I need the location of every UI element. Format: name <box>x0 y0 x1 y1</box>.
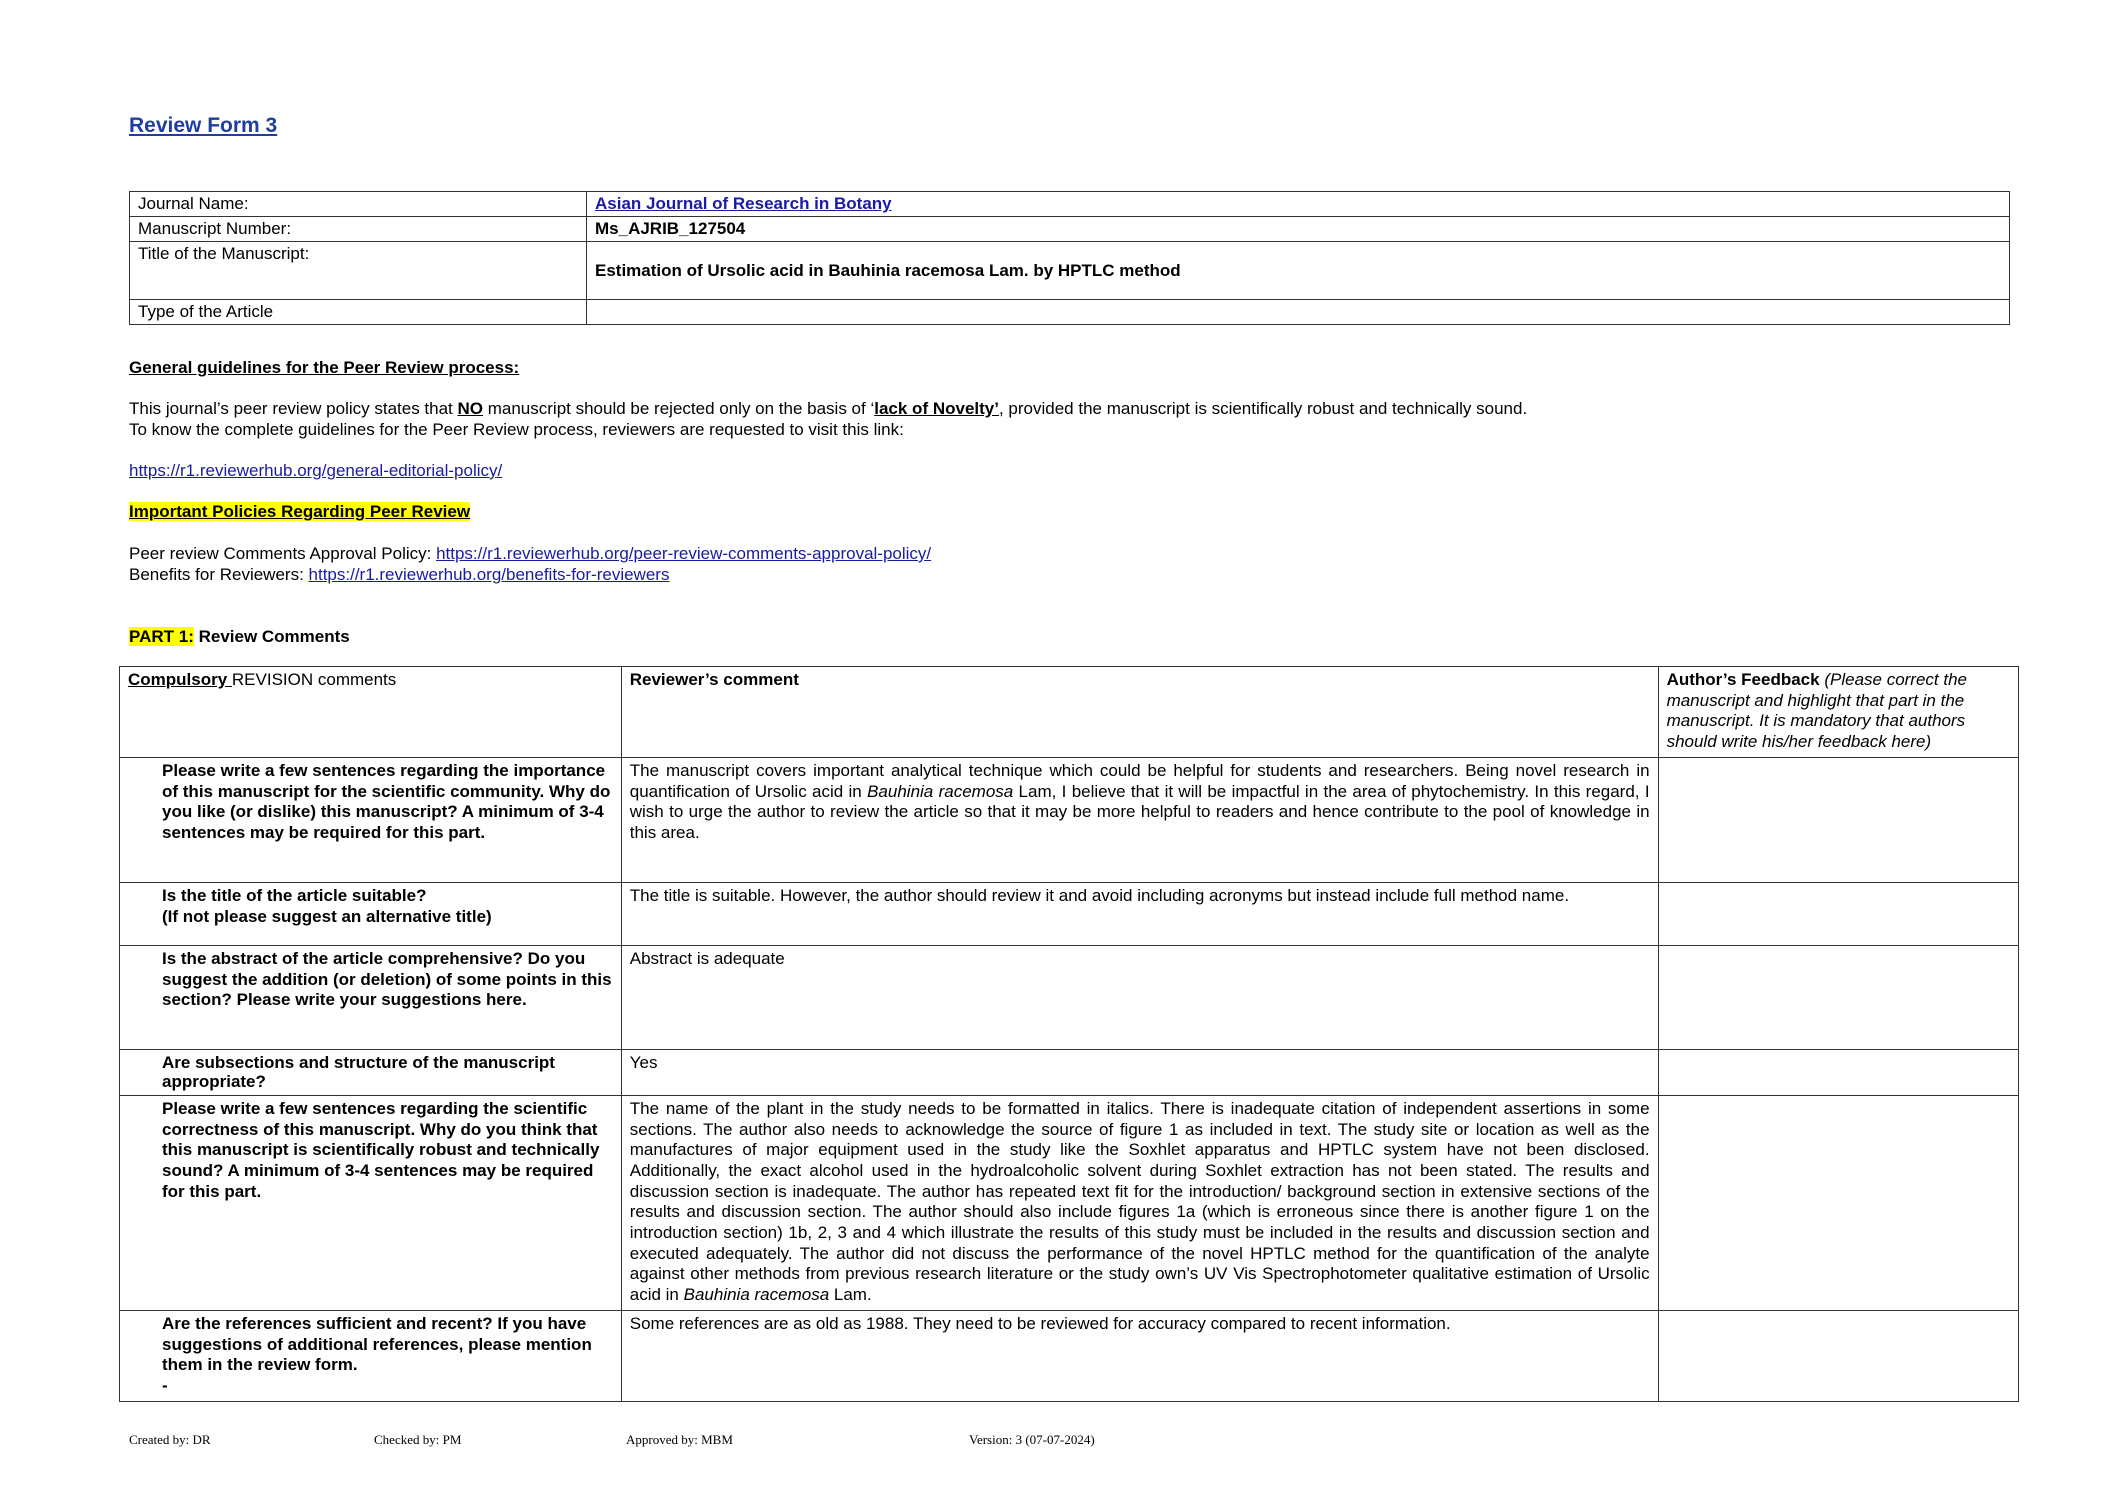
author-feedback-cell[interactable] <box>1658 1049 2018 1095</box>
guidelines-heading: General guidelines for the Peer Review process: <box>129 358 520 377</box>
author-feedback-header <box>1658 667 2018 758</box>
novelty-emphasis: lack of Novelty’ <box>874 399 999 418</box>
review-row <box>120 882 2019 945</box>
comment-species-italic: Bauhinia racemosa <box>867 781 1014 801</box>
journal-row <box>130 192 2010 217</box>
approval-policy-label: Peer review Comments Approval Policy: <box>129 544 437 563</box>
reviewer-comment-header: Reviewer’s comment <box>621 667 1658 758</box>
benefits-link[interactable]: https://r1.reviewerhub.org/benefits-for-reviewers <box>308 565 670 584</box>
no-emphasis: NO <box>457 399 484 418</box>
guidelines-line-1-start: This journal’s peer review policy states that <box>129 399 458 418</box>
manuscript-info-table <box>129 191 2010 325</box>
review-question: Is the abstract of the article comprehensive? Do you suggest the addition (or deletion) of some points in this section? Please write your suggestions here. <box>120 945 622 1049</box>
review-comment: The title is suitable. However, the author should review it and avoid including acronyms but instead include full method name. <box>621 882 1658 945</box>
review-comment: Some references are as old as 1988. They need to be reviewed for accuracy compared to recent information. <box>621 1310 1658 1401</box>
review-comment <box>621 1095 1658 1310</box>
guidelines-line-1-middle: manuscript should be rejected only on the basis of ‘ <box>483 399 875 418</box>
journal-label: Journal Name: <box>130 192 587 217</box>
review-row <box>120 1049 2019 1095</box>
author-feedback-cell[interactable] <box>1658 945 2018 1049</box>
manuscript-number-row <box>130 217 2010 242</box>
review-question: Please write a few sentences regarding the importance of this manuscript for the scientific community. Why do you like (or dislike) this manuscript? A minimum of 3-4 sentences may be required for this part. <box>120 757 622 882</box>
comment-species-italic: Bauhinia racemosa <box>683 1285 830 1305</box>
guidelines-line-1-end: , provided the manuscript is scientifically robust and technically sound. <box>998 399 1528 418</box>
policies-heading: Important Policies Regarding Peer Review <box>129 502 471 521</box>
comment-text-end: Lam. <box>829 1285 872 1305</box>
author-feedback-cell[interactable] <box>1658 1310 2018 1401</box>
guidelines-line-1 <box>129 398 1527 419</box>
form-title: Review Form 3 <box>129 114 278 137</box>
journal-link[interactable]: Asian Journal of Research in Botany <box>595 194 892 213</box>
editorial-policy-link[interactable]: https://r1.reviewerhub.org/general-editorial-policy/ <box>129 461 503 480</box>
review-header-row <box>120 667 2019 758</box>
review-question: Are subsections and structure of the manuscript appropriate? <box>120 1049 622 1095</box>
footer-approved: Approved by: MBM <box>626 1432 733 1447</box>
part1-title: Review Comments <box>193 627 350 646</box>
part1-heading <box>129 626 350 647</box>
review-row <box>120 1095 2019 1310</box>
review-row <box>120 757 2019 882</box>
comment-text-end: Lam, I believe that it will be impactful in the area of phytochemistry. In this regard, I wish to urge the author to review the article so that it may be more helpful to readers and hence contribute to the pool of knowledge in this area. <box>629 781 1650 842</box>
review-question: Please write a few sentences regarding the scientific correctness of this manuscript. Why do you think that this manuscript is scientifically robust and technically sound? A minimum of 3-4 sentences may be required for this part. <box>120 1095 622 1310</box>
approval-policy-link[interactable]: https://r1.reviewerhub.org/peer-review-comments-approval-policy/ <box>436 544 932 563</box>
article-type-row <box>130 300 2010 325</box>
footer-checked: Checked by: PM <box>374 1432 462 1447</box>
footer-created: Created by: DR <box>129 1432 211 1447</box>
review-comments-table <box>119 666 2019 1402</box>
author-feedback-label: Author’s Feedback <box>1666 670 1820 689</box>
benefits-label: Benefits for Reviewers: <box>129 565 309 584</box>
guidelines-text <box>129 398 1527 440</box>
author-feedback-cell[interactable] <box>1658 757 2018 882</box>
author-feedback-cell[interactable] <box>1658 882 2018 945</box>
review-comment <box>621 757 1658 882</box>
manuscript-title-label: Title of the Manuscript: <box>130 242 587 300</box>
revision-label: REVISION comments <box>231 670 397 689</box>
footer-version: Version: 3 (07-07-2024) <box>969 1432 1095 1447</box>
compulsory-header <box>120 667 622 758</box>
review-question: Are the references sufficient and recent? If you have suggestions of additional references, please mention them in the review form. - <box>120 1310 622 1401</box>
comment-text: The manuscript covers important analytical technique which could be helpful for students and researchers. Being novel research in quantification of Ursolic acid in <box>629 760 1650 801</box>
review-comment: Abstract is adequate <box>621 945 1658 1049</box>
author-feedback-instructions: (Please correct the manuscript and highlight that part in the manuscript. It is mandatory that authors should write his/her feedback here) <box>1666 670 1968 752</box>
review-row <box>120 1310 2019 1401</box>
manuscript-number-value: Ms_AJRIB_127504 <box>587 217 2010 242</box>
review-comment: Yes <box>621 1049 1658 1095</box>
manuscript-title-row <box>130 242 2010 300</box>
manuscript-title-value: Estimation of Ursolic acid in Bauhinia racemosa Lam. by HPTLC method <box>587 242 2010 300</box>
article-type-label: Type of the Article <box>130 300 587 325</box>
manuscript-number-label: Manuscript Number: <box>130 217 587 242</box>
author-feedback-cell[interactable] <box>1658 1095 2018 1310</box>
article-type-value <box>587 300 2010 325</box>
compulsory-label: Compulsory <box>128 670 232 689</box>
policies-links <box>129 543 931 585</box>
comment-text: The name of the plant in the study needs to be formatted in italics. There is inadequate citation of independent assertions in some sections. The author also needs to acknowledge the source of figure 1 as included in text. The study site or location as well as the manufactures of major equipment used in the study like the Soxhlet apparatus and HPTLC system have not been disclosed. Additionally, the exact alcohol used in the hydroalcoholic solvent during Soxhlet extraction has not been stated. The results and discussion section is inadequate. The author has repeated text fit for the introduction/ background section in extensive sections of the results and discussion section. The author should also include figures 1a (which is erroneous since there is another figure 1 on the introduction section) 1b, 2, 3 and 4 which illustrate the results of this study must be included in the results and discussion section and executed adequately. The author did not discuss the performance of the novel HPTLC method for the quantification of the analyte against other methods from previous research literature or the study own’s UV Vis Spectrophotometer qualitative estimation of Ursolic acid in <box>629 1098 1650 1305</box>
guidelines-line-2: To know the complete guidelines for the Peer Review process, reviewers are requested to visit this link: <box>129 420 904 439</box>
part1-label: PART 1: <box>129 627 194 646</box>
review-row <box>120 945 2019 1049</box>
review-question: Is the title of the article suitable? (If not please suggest an alternative title) <box>120 882 622 945</box>
